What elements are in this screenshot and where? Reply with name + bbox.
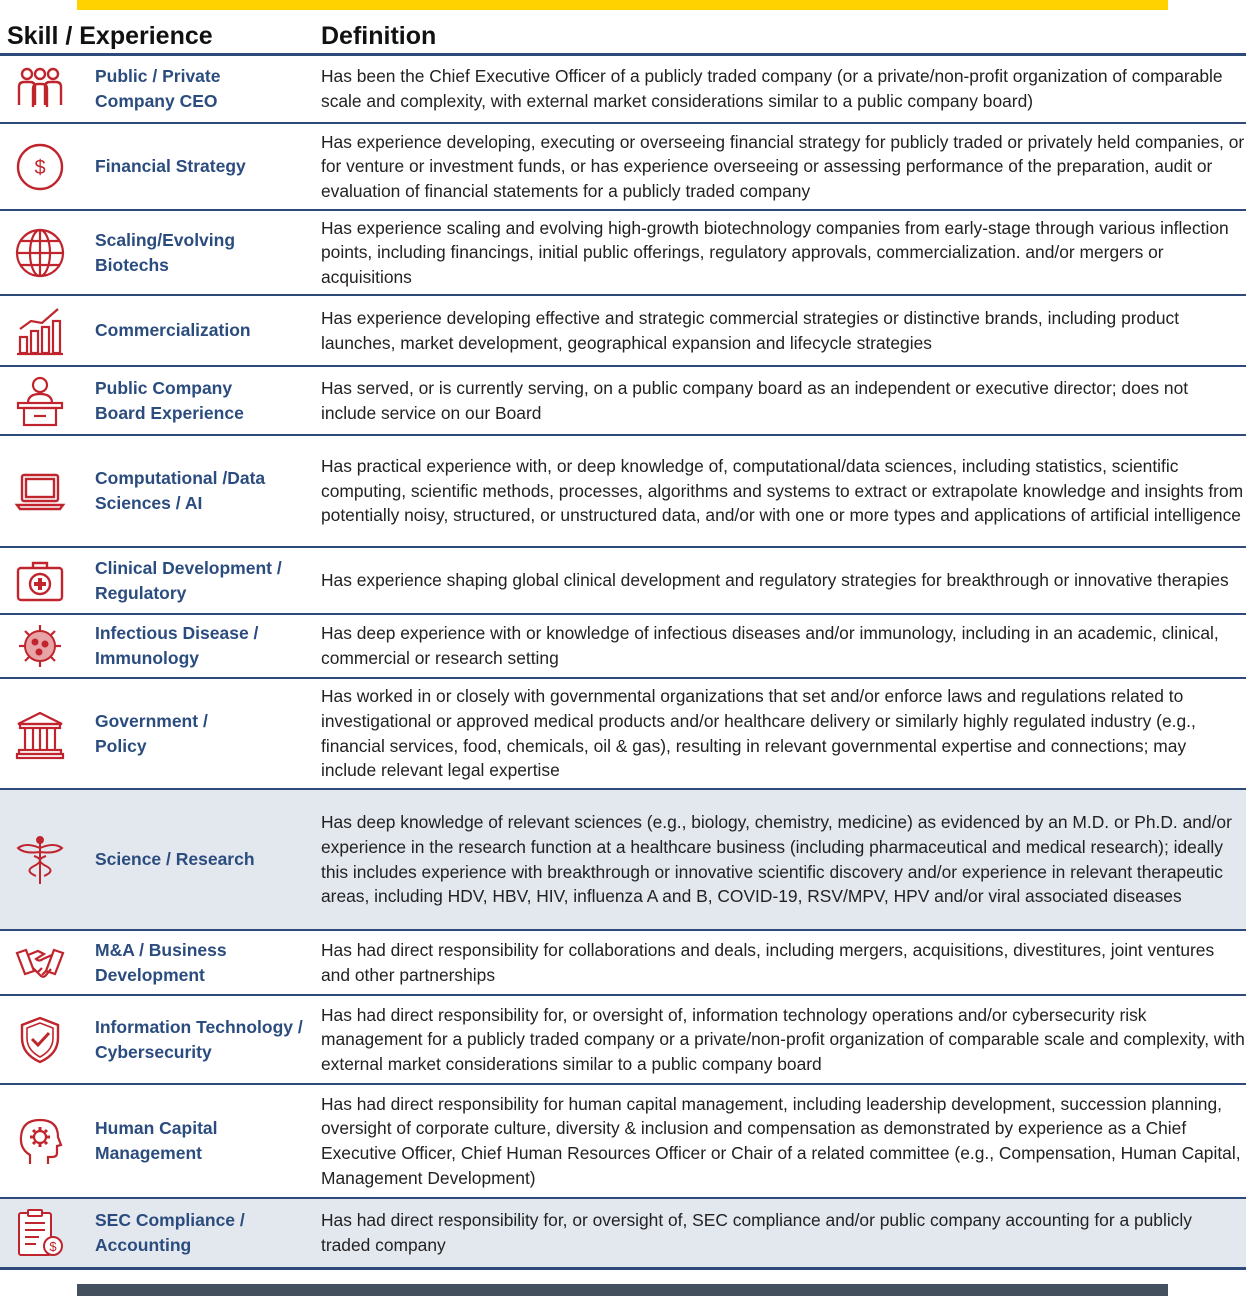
table-row [0, 790, 1246, 931]
definition-text: Has worked in or closely with governmental organizations that set and/or enforce laws and regulations related to investigational or approved medical products and/or healthcare delivery or similarly highly regulated industry (e.g., financial services, food, chemicals, oil & gas), resulting in relevant governmental expertise and connections; may include relevant legal expertise [321, 686, 1196, 781]
skill-label [95, 376, 315, 426]
skill-line-1: Scaling/Evolving [95, 229, 236, 250]
skill-line-1: Public / Private [95, 66, 221, 86]
skill-label [95, 154, 315, 179]
skill-line-1: Public Company [95, 377, 233, 398]
skill-line-1: Computational /Data [95, 468, 266, 488]
virus-icon [0, 620, 80, 672]
skill-line-2: Policy [95, 735, 147, 756]
definition-text: Has had direct responsibility for human capital management, including leadership development, succession planning, oversight of corporate culture, diversity & inclusion and compensation as demonstrated by experience as a Chief Executive Officer, Chief Human Resources Officer or Chair of a related committee (e.g., Compensation, Human Capital, Management Development) [321, 1093, 1241, 1188]
skill-line-2: Sciences / AI [95, 493, 203, 513]
definition-text: Has had direct responsibility for collaborations and deals, including mergers, acquisitions, divestitures, joint ventures and other partnerships [321, 939, 1215, 985]
skill-line-1: Infectious Disease / [95, 623, 259, 643]
podium-speaker-icon [0, 375, 80, 427]
table-row [0, 296, 1246, 367]
skill-line-1: Commercialization [95, 320, 251, 340]
table-row [0, 996, 1246, 1085]
skill-line-2: Regulatory [95, 582, 187, 603]
skill-line-1: M&A / Business [95, 939, 227, 960]
table-row [0, 124, 1246, 211]
skill-label [95, 64, 315, 114]
definition-text: Has had direct responsibility for, or oversight of, information technology operations and/or cybersecurity risk management for a publicly traded company or a private/non-profit organization of comparable scale and complexity, with external market considerations similar to a public company board [321, 1004, 1245, 1074]
shield-check-icon [0, 1014, 80, 1066]
globe-icon [0, 227, 80, 279]
definition-text: Has experience developing effective and strategic commercial strategies or distinctive brands, including product launches, market development, geographical expansion and lifecycle strategies [321, 307, 1180, 353]
dollar-coin-icon [0, 141, 80, 193]
definition-text: Has deep experience with or knowledge of infectious diseases and/or immunology, including in an academic, clinical, commercial or research setting [321, 623, 1219, 668]
table-row [0, 211, 1246, 296]
table-header [0, 22, 1246, 52]
skill-line-2: Biotechs [95, 254, 169, 275]
head-gear-icon [0, 1115, 80, 1167]
skill-line-1: Clinical Development / [95, 557, 282, 578]
skill-line-2: Immunology [95, 648, 200, 668]
table-row [0, 548, 1246, 615]
definition-text: Has experience scaling and evolving high-growth biotechnology companies from early-stage through various inflection points, including financings, initial public offerings, regulatory approvals, commercialization. and/or mergers or acquisitions [321, 217, 1229, 287]
clipboard-dollar-icon [0, 1207, 80, 1259]
table-row [0, 367, 1246, 436]
table-row [0, 679, 1246, 790]
table-row [0, 56, 1246, 124]
skill-line-2: Cybersecurity [95, 1041, 212, 1062]
definition-text: Has been the Chief Executive Officer of a publicly traded company (or a private/non-profit organization of comparable scale and complexity, with external market considerations similar to a public company board) [321, 66, 1223, 111]
skill-line-2: Board Experience [95, 402, 244, 423]
growth-chart-icon [0, 305, 80, 357]
skill-line-1: SEC Compliance / [95, 1210, 245, 1230]
skill-label [95, 318, 315, 343]
government-building-icon [0, 708, 80, 760]
table-row [0, 931, 1246, 996]
skill-label [95, 1015, 315, 1065]
skill-line-2: Management [95, 1143, 202, 1163]
group-people-icon [0, 63, 80, 115]
skill-line-1: Human Capital [95, 1118, 218, 1138]
skill-label [95, 847, 315, 872]
definition-text: Has practical experience with, or deep knowledge of, computational/data sciences, including statistics, scientific computing, scientific methods, processes, algorithms and systems to extract or extrapolate knowledge and insights from potentially noisy, structured, or unstructured data, and/or with one or more types and applications of artificial intelligence [321, 456, 1244, 526]
skill-label [95, 466, 315, 516]
definition-column-header: Definition [321, 22, 437, 50]
skill-label [95, 1116, 315, 1166]
table-row [0, 436, 1246, 548]
skill-label [95, 938, 315, 988]
skill-label [95, 228, 315, 278]
skill-label [95, 621, 315, 671]
skill-line-1: Government / [95, 710, 208, 731]
bottom-footer-bar [77, 1284, 1168, 1296]
table-row [0, 1199, 1246, 1270]
medical-kit-icon [0, 555, 80, 607]
skills-table [0, 56, 1246, 1270]
skill-line-1: Financial Strategy [95, 156, 246, 176]
definition-text: Has experience developing, executing or overseeing financial strategy for publicly traded or privately held companies, or for venture or investment funds, or has experience overseeing or assessing performance of the preparation, audit or evaluation of financial statements for a publicly traded company [321, 131, 1245, 201]
skill-label [95, 556, 315, 606]
skill-column-header: Skill / Experience [7, 22, 213, 50]
caduceus-icon [0, 834, 80, 886]
table-row [0, 615, 1246, 679]
laptop-icon [0, 465, 80, 517]
svg-text:$: $ [49, 1239, 57, 1254]
skill-line-1: Information Technology / [95, 1016, 303, 1037]
definition-text: Has experience shaping global clinical development and regulatory strategies for breakthrough or innovative therapies [321, 570, 1229, 591]
definition-text: Has deep knowledge of relevant sciences (e.g., biology, chemistry, medicine) as evidenced by an M.D. or Ph.D. and/or experience in the research function at a healthcare business (including pharmaceutical and medical research); ideally this includes experience with breakthrough or innovative scientific discovery and/or experience in relevant therapeutic areas, including HDV, HBV, HIV, influenza A and B, COVID-19, RSV/MPV, HPV and/or viral associated diseases [321, 812, 1232, 907]
skill-line-2: Development [95, 964, 205, 985]
handshake-icon [0, 937, 80, 989]
skill-label [95, 709, 315, 759]
definition-text: Has served, or is currently serving, on a public company board as an independent or executive director; does not include service on our Board [321, 377, 1189, 423]
skill-label [95, 1208, 315, 1258]
skill-line-1: Science / Research [95, 849, 255, 869]
skill-line-2: Company CEO [95, 91, 218, 111]
svg-text:$: $ [34, 156, 46, 179]
table-row [0, 1085, 1246, 1199]
definition-text: Has had direct responsibility for, or oversight of, SEC compliance and/or public company accounting for a publicly traded company [321, 1210, 1192, 1255]
skill-line-2: Accounting [95, 1235, 192, 1255]
top-accent-bar [77, 0, 1168, 10]
